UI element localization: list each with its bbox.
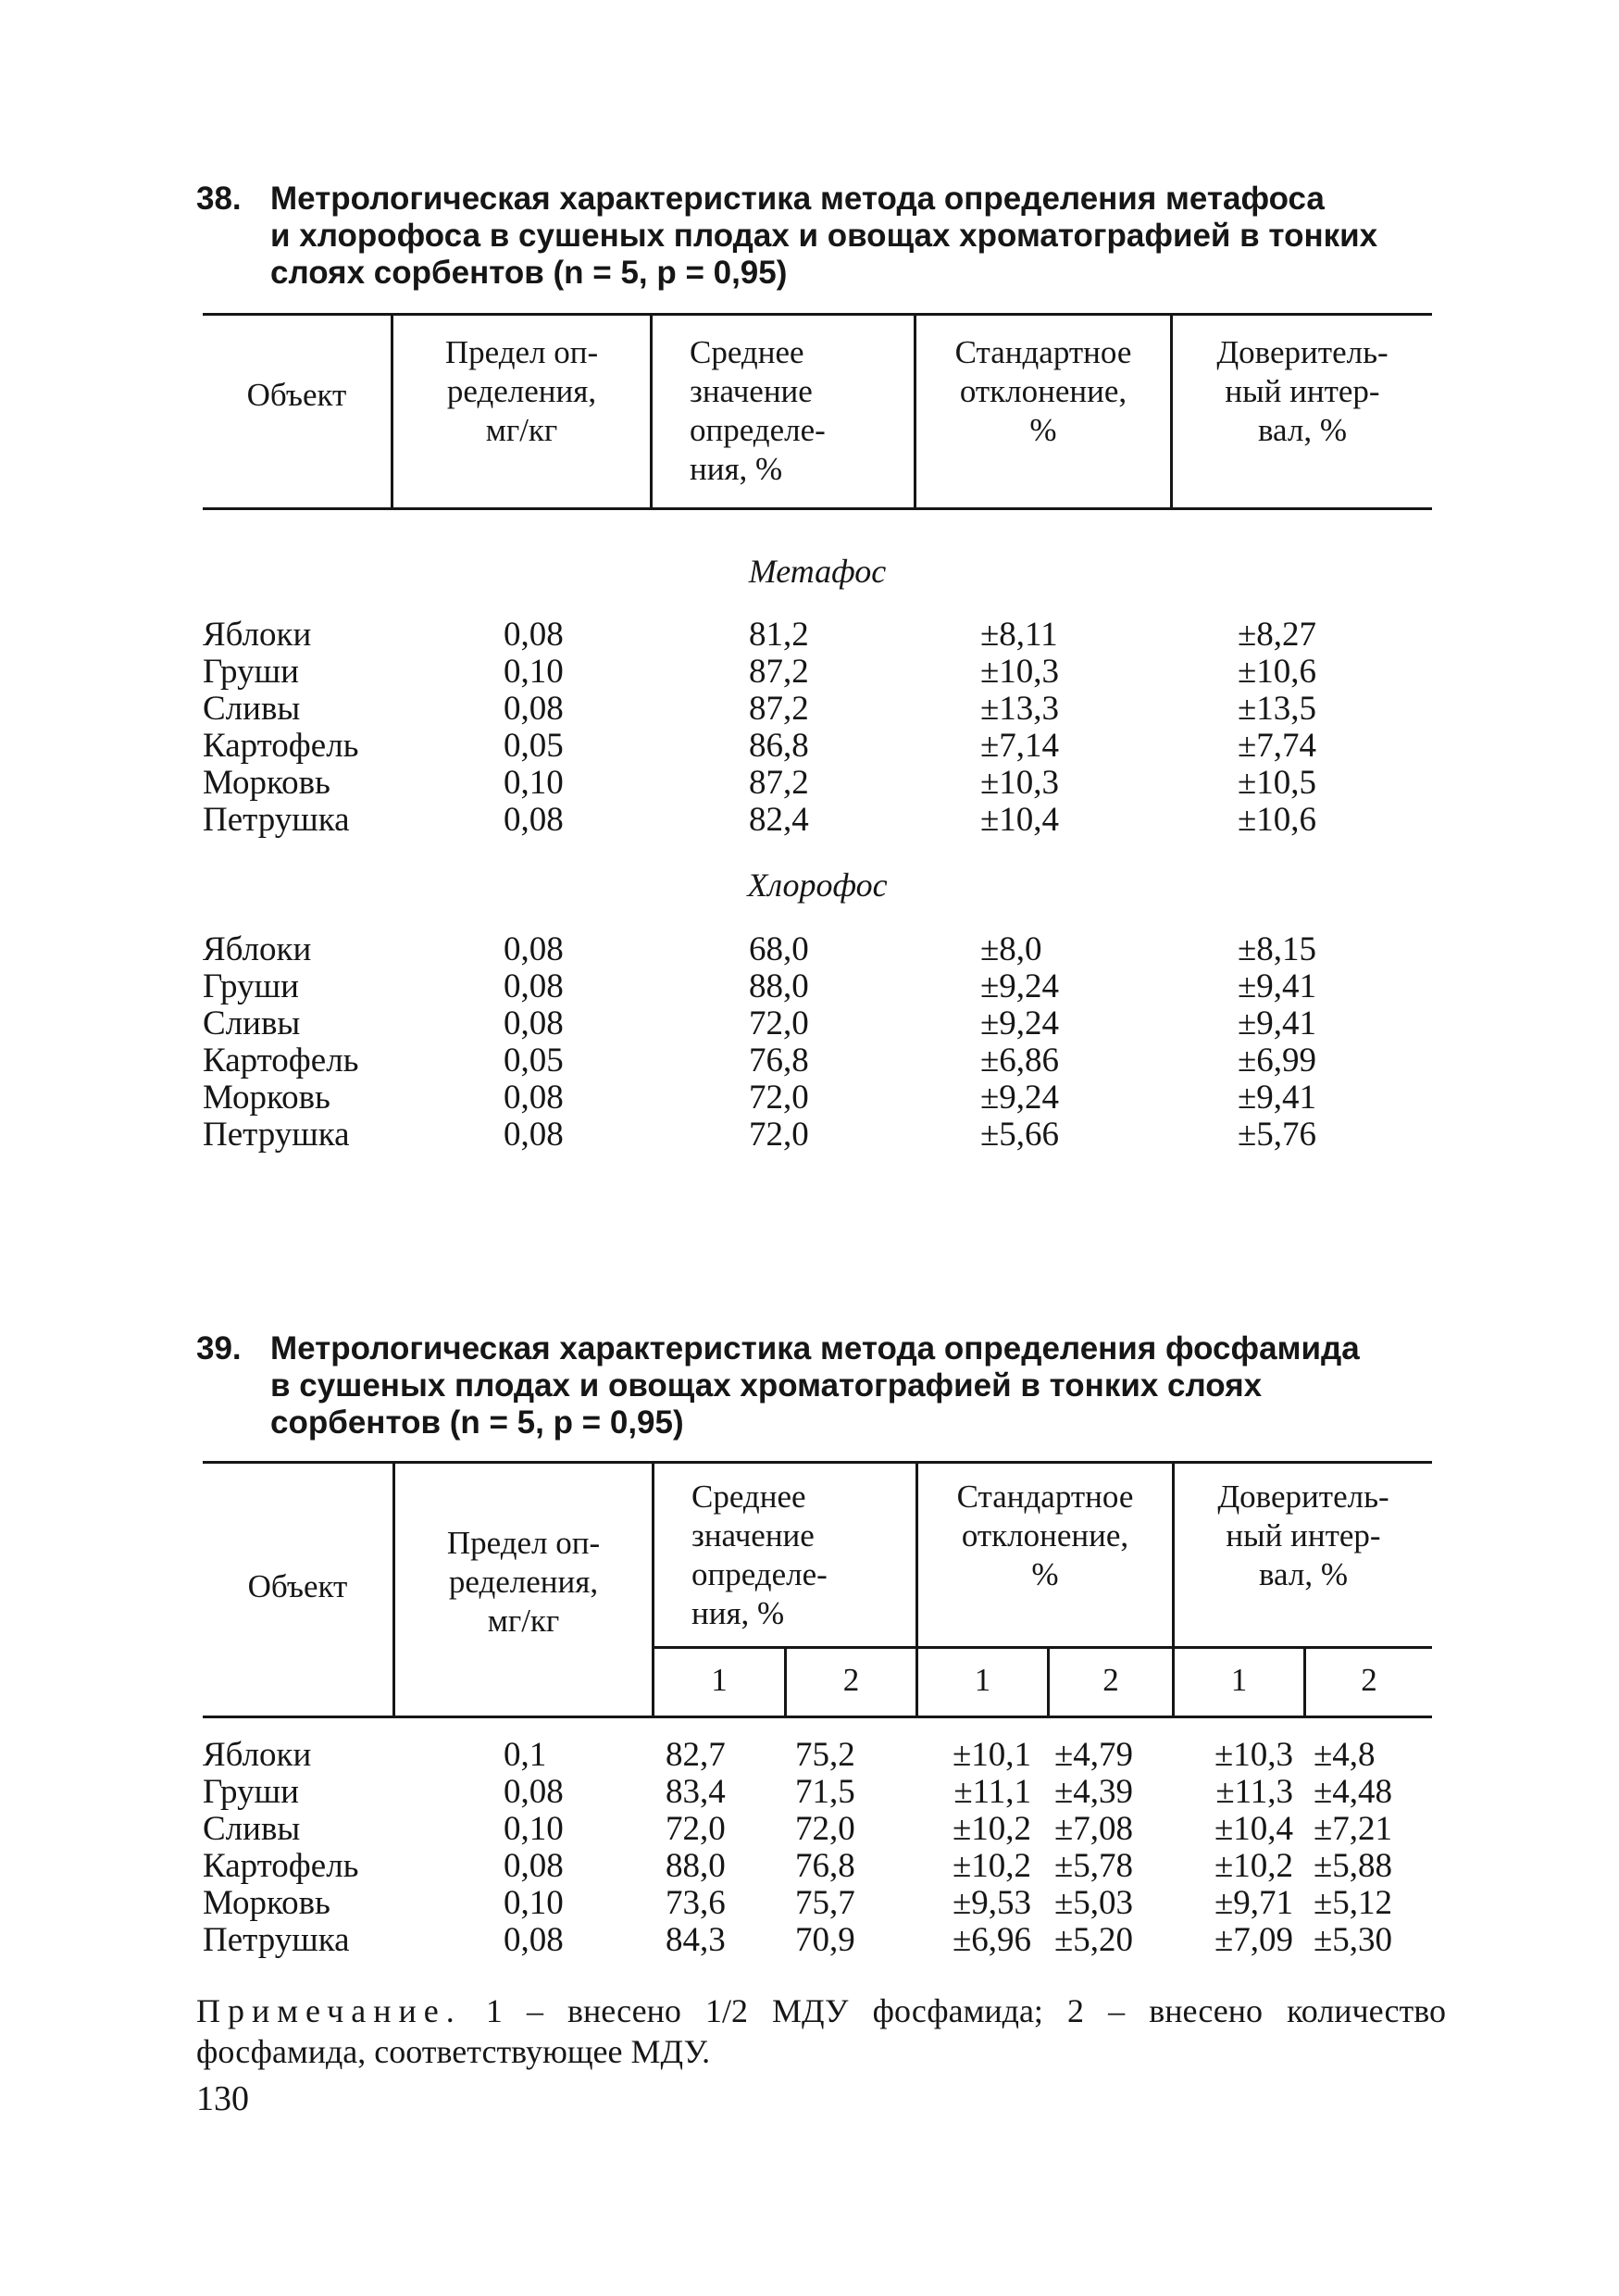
header-detection-limit: Предел оп- ределения, мг/кг bbox=[444, 334, 599, 448]
cell-mean: 87,2 bbox=[749, 690, 809, 728]
cell-mean-1: 83,4 bbox=[666, 1773, 726, 1811]
cell-mean-1: 88,0 bbox=[666, 1847, 726, 1885]
cell-mean: 76,8 bbox=[749, 1042, 809, 1079]
cell-object: Картофель bbox=[203, 1847, 359, 1885]
cell-std-deviation: ±9,24 bbox=[980, 967, 1060, 1005]
cell-std-deviation: ±8,11 bbox=[980, 616, 1058, 654]
table-row bbox=[203, 617, 1432, 654]
cell-object: Сливы bbox=[203, 1004, 301, 1042]
cell-mean: 87,2 bbox=[749, 764, 809, 802]
cell-object: Картофель bbox=[203, 727, 359, 765]
header-std-deviation: Стандартное отклонение, % bbox=[956, 1479, 1134, 1592]
table-row bbox=[203, 1811, 1432, 1848]
cell-object: Петрушка bbox=[203, 801, 350, 839]
subheader-2: 2 bbox=[1102, 1662, 1119, 1698]
header-confidence-interval: Доверитель- ный интер- вал, % bbox=[1217, 1479, 1389, 1592]
cell-std-deviation-2: ±4,79 bbox=[1054, 1736, 1134, 1774]
table-row bbox=[203, 802, 1432, 839]
cell-confidence-interval-1: ±10,3 bbox=[1214, 1736, 1293, 1774]
table-39-number: 39. bbox=[196, 1330, 242, 1366]
cell-std-deviation-2: ±5,20 bbox=[1054, 1921, 1134, 1959]
cell-mean-1: 84,3 bbox=[666, 1921, 726, 1959]
cell-mean-2: 76,8 bbox=[795, 1847, 855, 1885]
cell-confidence-interval: ±9,41 bbox=[1238, 1004, 1317, 1042]
table-row bbox=[203, 968, 1432, 1005]
cell-std-deviation: ±13,3 bbox=[980, 690, 1060, 728]
cell-std-deviation-2: ±5,78 bbox=[1054, 1847, 1134, 1885]
cell-confidence-interval-2: ±7,21 bbox=[1314, 1810, 1393, 1848]
cell-detection-limit: 0,08 bbox=[504, 1079, 564, 1117]
header-std-deviation: Стандартное отклонение, % bbox=[954, 334, 1132, 448]
caption-line: Метрологическая характеристика метода определения метафоса bbox=[270, 181, 1325, 217]
cell-mean-2: 70,9 bbox=[795, 1921, 855, 1959]
page-number: 130 bbox=[196, 2079, 249, 2118]
cell-mean: 68,0 bbox=[749, 930, 809, 968]
table-row bbox=[203, 1774, 1432, 1811]
cell-confidence-interval-2: ±5,88 bbox=[1314, 1847, 1393, 1885]
cell-std-deviation-1: ±11,1 bbox=[953, 1773, 1031, 1811]
cell-object: Яблоки bbox=[203, 1736, 312, 1774]
cell-object: Петрушка bbox=[203, 1116, 350, 1154]
cell-detection-limit: 0,08 bbox=[504, 1116, 564, 1154]
caption-line: слоях сорбентов (n = 5, p = 0,95) bbox=[270, 255, 788, 291]
caption-line: в сушеных плодах и овощах хроматографией в тонких слоях bbox=[270, 1367, 1263, 1404]
cell-std-deviation-1: ±9,53 bbox=[952, 1884, 1031, 1922]
cell-confidence-interval-1: ±7,09 bbox=[1214, 1921, 1293, 1959]
cell-mean: 88,0 bbox=[749, 967, 809, 1005]
cell-detection-limit: 0,08 bbox=[504, 616, 564, 654]
cell-mean: 86,8 bbox=[749, 727, 809, 765]
cell-std-deviation-1: ±6,96 bbox=[952, 1921, 1031, 1959]
table-38-number: 38. bbox=[196, 181, 242, 217]
cell-confidence-interval-2: ±5,12 bbox=[1314, 1884, 1393, 1922]
table-row bbox=[203, 1079, 1432, 1117]
cell-detection-limit: 0,08 bbox=[504, 1004, 564, 1042]
cell-object: Яблоки bbox=[203, 616, 312, 654]
cell-confidence-interval: ±6,99 bbox=[1238, 1042, 1317, 1079]
cell-std-deviation-1: ±10,1 bbox=[952, 1736, 1031, 1774]
subheader-2: 2 bbox=[842, 1662, 860, 1698]
cell-detection-limit: 0,08 bbox=[504, 967, 564, 1005]
cell-detection-limit: 0,08 bbox=[504, 690, 564, 728]
cell-std-deviation: ±10,3 bbox=[980, 764, 1060, 802]
cell-confidence-interval-2: ±5,30 bbox=[1314, 1921, 1393, 1959]
cell-object: Картофель bbox=[203, 1042, 359, 1079]
table-row bbox=[203, 728, 1432, 765]
cell-detection-limit: 0,10 bbox=[504, 1810, 564, 1848]
cell-confidence-interval: ±10,6 bbox=[1238, 653, 1317, 691]
cell-std-deviation: ±10,4 bbox=[980, 801, 1060, 839]
cell-std-deviation-1: ±10,2 bbox=[952, 1847, 1031, 1885]
cell-confidence-interval-1: ±11,3 bbox=[1215, 1773, 1293, 1811]
cell-object: Сливы bbox=[203, 690, 301, 728]
cell-mean-1: 82,7 bbox=[666, 1736, 726, 1774]
table-39-caption bbox=[196, 1330, 1446, 1441]
cell-detection-limit: 0,08 bbox=[504, 1773, 564, 1811]
header-bottom-rule bbox=[203, 1716, 1432, 1718]
footnote bbox=[196, 1990, 1446, 2072]
cell-confidence-interval-1: ±10,2 bbox=[1214, 1847, 1293, 1885]
cell-detection-limit: 0,1 bbox=[504, 1736, 547, 1774]
cell-object: Морковь bbox=[203, 1884, 330, 1922]
cell-mean-1: 73,6 bbox=[666, 1884, 726, 1922]
cell-mean: 82,4 bbox=[749, 801, 809, 839]
subheader-top-rule bbox=[652, 1646, 1432, 1649]
cell-mean: 72,0 bbox=[749, 1079, 809, 1117]
caption-line: и хлорофоса в сушеных плодах и овощах хроматографией в тонких bbox=[270, 218, 1378, 254]
table-row bbox=[203, 1922, 1432, 1959]
header-object: Объект bbox=[247, 1568, 348, 1604]
section-title-chlorophos: Хлорофос bbox=[747, 867, 888, 904]
table-row bbox=[203, 1005, 1432, 1042]
cell-std-deviation: ±7,14 bbox=[980, 727, 1060, 765]
cell-confidence-interval: ±10,5 bbox=[1238, 764, 1317, 802]
table-row bbox=[203, 1042, 1432, 1079]
cell-mean-2: 72,0 bbox=[795, 1810, 855, 1848]
cell-detection-limit: 0,10 bbox=[504, 653, 564, 691]
section-title-metaphos: Метафос bbox=[748, 553, 887, 590]
cell-detection-limit: 0,05 bbox=[504, 1042, 564, 1079]
cell-object: Сливы bbox=[203, 1810, 301, 1848]
table-38-caption bbox=[196, 181, 1446, 292]
table-row bbox=[203, 1848, 1432, 1885]
cell-std-deviation: ±9,24 bbox=[980, 1004, 1060, 1042]
cell-confidence-interval-1: ±10,4 bbox=[1214, 1810, 1293, 1848]
cell-confidence-interval: ±8,15 bbox=[1238, 930, 1317, 968]
cell-detection-limit: 0,10 bbox=[504, 1884, 564, 1922]
cell-object: Петрушка bbox=[203, 1921, 350, 1959]
footnote-label: Примечание. bbox=[196, 1992, 462, 2029]
cell-std-deviation: ±10,3 bbox=[980, 653, 1060, 691]
cell-confidence-interval: ±9,41 bbox=[1238, 967, 1317, 1005]
cell-confidence-interval-2: ±4,48 bbox=[1314, 1773, 1393, 1811]
cell-mean-2: 71,5 bbox=[795, 1773, 855, 1811]
subheader-1: 1 bbox=[974, 1662, 991, 1698]
table-row bbox=[203, 1117, 1432, 1154]
header-confidence-interval: Доверитель- ный интер- вал, % bbox=[1216, 334, 1389, 448]
header-mean-value: Среднее значение определе- ния, % bbox=[690, 334, 826, 487]
subheader-1: 1 bbox=[1230, 1662, 1248, 1698]
cell-confidence-interval-2: ±4,8 bbox=[1314, 1736, 1376, 1774]
subheader-2: 2 bbox=[1361, 1662, 1377, 1698]
header-object: Объект bbox=[246, 377, 347, 413]
table-row bbox=[203, 1737, 1432, 1774]
cell-confidence-interval: ±7,74 bbox=[1238, 727, 1317, 765]
cell-object: Груши bbox=[203, 653, 299, 691]
cell-std-deviation-2: ±7,08 bbox=[1054, 1810, 1134, 1848]
cell-detection-limit: 0,05 bbox=[504, 727, 564, 765]
cell-object: Морковь bbox=[203, 764, 330, 802]
table-row bbox=[203, 654, 1432, 691]
cell-detection-limit: 0,08 bbox=[504, 930, 564, 968]
cell-confidence-interval: ±10,6 bbox=[1238, 801, 1317, 839]
table-row bbox=[203, 691, 1432, 728]
cell-object: Яблоки bbox=[203, 930, 312, 968]
cell-std-deviation-2: ±5,03 bbox=[1054, 1884, 1134, 1922]
cell-detection-limit: 0,08 bbox=[504, 1921, 564, 1959]
cell-object: Морковь bbox=[203, 1079, 330, 1117]
cell-detection-limit: 0,08 bbox=[504, 1847, 564, 1885]
cell-confidence-interval: ±9,41 bbox=[1238, 1079, 1317, 1117]
cell-std-deviation-2: ±4,39 bbox=[1054, 1773, 1134, 1811]
header-mean-value: Среднее значение определе- ния, % bbox=[691, 1479, 828, 1631]
cell-detection-limit: 0,08 bbox=[504, 801, 564, 839]
footnote-text: 1 – внесено 1/2 МДУ фосфамида; 2 – внесено количество фосфамида, соответствующее МДУ. bbox=[196, 1992, 1446, 2070]
table-39 bbox=[203, 1461, 1432, 1979]
cell-detection-limit: 0,10 bbox=[504, 764, 564, 802]
cell-confidence-interval: ±5,76 bbox=[1238, 1116, 1317, 1154]
cell-confidence-interval: ±13,5 bbox=[1238, 690, 1317, 728]
cell-mean-1: 72,0 bbox=[666, 1810, 726, 1848]
cell-std-deviation: ±6,86 bbox=[980, 1042, 1060, 1079]
cell-mean: 72,0 bbox=[749, 1116, 809, 1154]
cell-std-deviation: ±8,0 bbox=[980, 930, 1042, 968]
cell-std-deviation: ±5,66 bbox=[980, 1116, 1060, 1154]
table-38 bbox=[203, 313, 1432, 1154]
cell-mean-2: 75,2 bbox=[795, 1736, 855, 1774]
cell-object: Груши bbox=[203, 967, 299, 1005]
cell-std-deviation-1: ±10,2 bbox=[952, 1810, 1031, 1848]
cell-object: Груши bbox=[203, 1773, 299, 1811]
table-top-rule bbox=[203, 313, 1432, 316]
cell-confidence-interval: ±8,27 bbox=[1238, 616, 1317, 654]
cell-std-deviation: ±9,24 bbox=[980, 1079, 1060, 1117]
header-detection-limit: Предел оп- ределения, мг/кг bbox=[446, 1525, 601, 1639]
cell-mean: 81,2 bbox=[749, 616, 809, 654]
table-row bbox=[203, 765, 1432, 802]
table-row bbox=[203, 931, 1432, 968]
table-top-rule bbox=[203, 1461, 1432, 1464]
table-row bbox=[203, 1885, 1432, 1922]
caption-line: сорбентов (n = 5, p = 0,95) bbox=[270, 1404, 684, 1441]
caption-line: Метрологическая характеристика метода определения фосфамида bbox=[270, 1330, 1360, 1366]
cell-mean-2: 75,7 bbox=[795, 1884, 855, 1922]
header-bottom-rule bbox=[203, 507, 1432, 510]
cell-mean: 72,0 bbox=[749, 1004, 809, 1042]
subheader-1: 1 bbox=[711, 1662, 728, 1698]
cell-confidence-interval-1: ±9,71 bbox=[1214, 1884, 1293, 1922]
cell-mean: 87,2 bbox=[749, 653, 809, 691]
